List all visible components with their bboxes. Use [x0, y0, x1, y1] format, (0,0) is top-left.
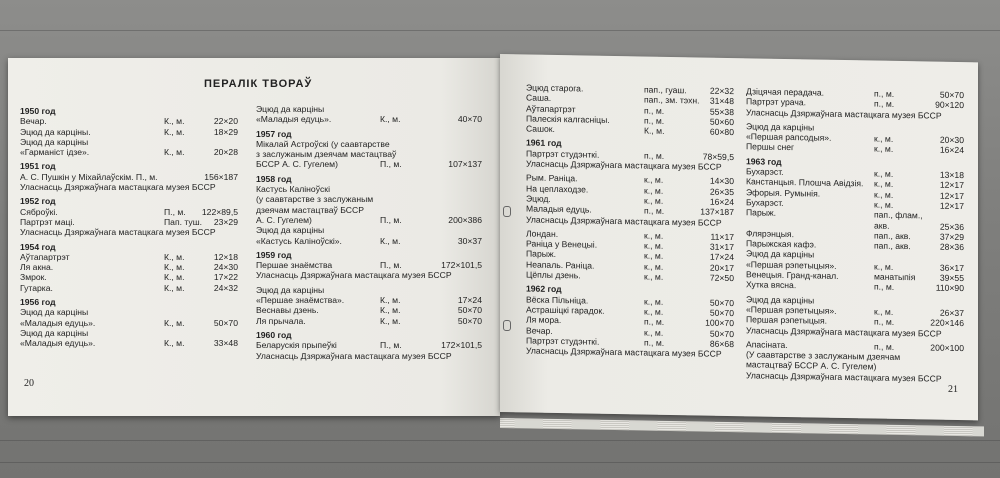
- work-title: Партрэт студэнткі.: [526, 148, 600, 160]
- work-title: «Першая рэпетыцыя».: [746, 259, 837, 271]
- work-title: Уласнасць Дзяржаўнага мастацкага музея БССР: [746, 370, 942, 384]
- work-title: Уласнасць Дзяржаўнага мастацкага музея БССР: [256, 350, 452, 361]
- work-medium: К., м.: [380, 295, 401, 306]
- work-title: (У саавтарстве з заслужаным дзеячам: [746, 349, 901, 363]
- work-medium: манатыпія: [874, 271, 916, 283]
- work-title: Эцюд да карціны.: [20, 126, 91, 137]
- work-medium: К., м.: [164, 262, 185, 273]
- work-medium: п., м.: [644, 105, 665, 116]
- work-medium: п., м.: [874, 316, 895, 328]
- work-title: Эцюд да карціны: [20, 307, 89, 318]
- work-size: 22×20: [213, 116, 238, 127]
- work-title: Эцюд да карціны: [20, 136, 89, 147]
- work-size: 12×17: [939, 180, 964, 191]
- work-title: Лондан.: [526, 228, 559, 239]
- work-title: Рым. Раніца.: [526, 172, 578, 184]
- work-title: БССР А. С. Гугелем): [256, 159, 338, 170]
- work-size: 31×48: [709, 95, 734, 107]
- work-size: 122×89,5: [201, 206, 238, 217]
- work-entry: [256, 295, 482, 305]
- work-title: Вечар.: [20, 116, 47, 127]
- work-title: Аўтапартрэт: [20, 251, 70, 262]
- work-title: «Першая рапсодыя».: [746, 131, 832, 143]
- work-entry: [256, 340, 482, 350]
- work-entry: [256, 316, 482, 326]
- work-entry: [20, 283, 238, 293]
- work-title: Вёска Пільніца.: [526, 294, 589, 306]
- year-heading: 1951 год: [20, 161, 56, 172]
- work-medium: К., м.: [164, 272, 185, 283]
- work-size: 13×18: [939, 169, 964, 181]
- work-medium: К., м.: [164, 147, 185, 158]
- year-heading: 1958 год: [256, 173, 292, 184]
- work-title: Беларускія прыпеўкі: [256, 340, 337, 351]
- work-title: Эцюд да карціны: [256, 225, 325, 236]
- work-title: Уласнасць Дзяржаўнага мастацкага музея БССР: [526, 158, 722, 172]
- work-entry: [256, 184, 482, 194]
- work-entry: [20, 217, 238, 227]
- work-size: 24×30: [213, 262, 238, 273]
- work-size: 26×37: [939, 307, 964, 319]
- work-title: Маладыя едуць.: [526, 203, 592, 215]
- work-size: 50×70: [709, 328, 734, 339]
- work-title: (у саавтарстве з заслужаным: [256, 194, 374, 205]
- work-entry: [20, 182, 238, 192]
- year-heading: 1962 год: [526, 283, 562, 295]
- work-entry: [256, 159, 482, 169]
- work-entry: [256, 285, 482, 295]
- work-size: 17×24: [709, 252, 734, 263]
- work-title: Эцюд да карціны: [746, 293, 815, 306]
- work-title: дзеячам мастацтваў БССР: [256, 204, 364, 215]
- year-heading: 1954 год: [20, 241, 56, 252]
- work-medium: к., м.: [644, 250, 664, 262]
- work-size: 26×35: [709, 186, 734, 197]
- work-title: «Маладыя едуць».: [20, 338, 96, 349]
- work-size: 107×137: [448, 159, 482, 170]
- work-entry: [256, 236, 482, 246]
- work-medium: п., м.: [874, 98, 895, 110]
- work-title: Парыж.: [526, 248, 557, 260]
- work-size: 60×80: [709, 126, 734, 138]
- work-title: Дзіцячая перадача.: [746, 86, 825, 98]
- work-title: Сашок.: [526, 123, 555, 135]
- work-entry: [256, 305, 482, 315]
- binding-staple-top: [503, 206, 511, 217]
- open-booklet: [8, 58, 992, 418]
- work-entry: [256, 149, 482, 159]
- works-column-4: [746, 86, 964, 384]
- year-heading: 1956 год: [20, 297, 56, 308]
- work-medium: пап., флам.,: [874, 209, 923, 221]
- work-size: 39×55: [939, 272, 964, 284]
- work-title: Эцюд да карціны: [256, 284, 325, 295]
- work-medium: п., м.: [874, 281, 895, 293]
- works-column-1: [20, 102, 238, 349]
- work-size: 17×22: [213, 272, 238, 283]
- work-size: 17×24: [457, 295, 482, 306]
- work-medium: к., м.: [644, 174, 664, 186]
- year-heading: 1959 год: [256, 249, 292, 260]
- work-entry: [256, 194, 482, 204]
- work-medium: П., м.: [380, 159, 402, 170]
- year-heading: 1961 год: [526, 137, 562, 149]
- year-heading: 1957 год: [256, 128, 292, 139]
- work-entry: [256, 225, 482, 235]
- work-title: На цеплаходзе.: [526, 183, 589, 195]
- work-title: Неапаль. Раніца.: [526, 259, 595, 271]
- work-size: 50×70: [939, 89, 964, 101]
- work-title: Змрок.: [20, 272, 47, 283]
- work-entry: [20, 307, 238, 317]
- work-entry: [20, 318, 238, 328]
- works-column-2: [256, 104, 482, 361]
- work-medium: к., м.: [874, 189, 894, 200]
- work-size: 172×101,5: [441, 340, 482, 351]
- work-title: Вечар.: [526, 324, 553, 336]
- work-medium: К., м.: [380, 305, 401, 316]
- work-size: 36×17: [939, 262, 964, 273]
- work-medium: к., м.: [644, 240, 664, 252]
- work-medium: П., м.: [380, 214, 402, 225]
- work-size: 12×18: [213, 251, 238, 262]
- work-title: Уласнасць Дзяржаўнага мастацкага музея БССР: [256, 270, 452, 281]
- work-title: Палескія калгасніцы.: [526, 113, 610, 125]
- work-medium: К., м.: [380, 235, 401, 246]
- work-size: 156×187: [204, 171, 238, 182]
- work-size: 31×17: [709, 241, 734, 253]
- work-entry: [20, 272, 238, 282]
- work-entry: [20, 172, 238, 182]
- work-title: Саша.: [526, 92, 552, 104]
- work-entry: [256, 114, 482, 124]
- work-size: 37×29: [939, 231, 964, 242]
- work-medium: к., м.: [644, 327, 664, 338]
- work-size: 72×50: [709, 272, 734, 284]
- work-medium: к., м.: [874, 178, 894, 190]
- work-medium: К., м.: [164, 317, 185, 328]
- work-medium: к., м.: [644, 230, 664, 241]
- work-medium: п., м.: [644, 150, 665, 161]
- work-entry: [256, 205, 482, 215]
- work-entry: [20, 252, 238, 262]
- work-size: 200×100: [930, 342, 964, 353]
- work-title: Эцюд да карціны: [256, 104, 325, 114]
- work-title: Парыжская кафэ.: [746, 238, 817, 250]
- work-title: Эцюд старога.: [526, 82, 584, 94]
- work-size: 110×90: [935, 282, 964, 294]
- work-title: Гутарка.: [20, 282, 53, 293]
- work-entry: [256, 139, 482, 149]
- work-title: А. С. Пушкін у Міхайлаўскім. П., м.: [20, 171, 158, 182]
- work-entry: [20, 137, 238, 147]
- work-medium: к., м.: [644, 261, 664, 272]
- year-heading: 1963 год: [746, 156, 782, 167]
- work-size: 220×146: [930, 317, 964, 329]
- work-size: 12×17: [939, 190, 964, 201]
- work-title: Мікалай Астроўскі (у саавтарстве: [256, 138, 390, 149]
- work-size: 12×17: [939, 200, 964, 212]
- work-entry: [20, 227, 238, 237]
- work-medium: к., м.: [874, 133, 894, 145]
- works-column-3: [526, 82, 734, 359]
- work-medium: К., м.: [164, 126, 185, 137]
- work-size: 40×70: [457, 114, 482, 125]
- work-title: Цёплы дзень.: [526, 269, 581, 281]
- work-size: 50×70: [213, 317, 238, 328]
- work-size: 137×187: [700, 206, 734, 218]
- work-title: «Кастусь Каліноўскі».: [256, 235, 342, 246]
- work-size: 11×17: [710, 231, 734, 242]
- work-entry: [20, 338, 238, 348]
- work-medium: К., м.: [380, 114, 401, 125]
- work-medium: к., м.: [874, 261, 894, 272]
- work-title: «Маладыя едуць».: [256, 114, 332, 125]
- work-title: Канстанцыя. Плошча Авідзія.: [746, 176, 864, 189]
- work-size: 23×29: [213, 216, 238, 227]
- work-title: Хутка вясна.: [746, 279, 797, 291]
- work-entry: [20, 116, 238, 126]
- work-medium: к., м.: [644, 306, 664, 317]
- work-title: Венецыя. Гранд-канал.: [746, 269, 839, 281]
- work-title: Эцюд.: [526, 193, 551, 204]
- work-entry: [20, 207, 238, 217]
- work-title: Партрэт маці.: [20, 216, 75, 227]
- work-medium: к., м.: [874, 199, 894, 210]
- work-medium: к., м.: [644, 271, 664, 282]
- work-medium: К., м.: [644, 125, 665, 137]
- work-medium: пап., акв.: [874, 230, 911, 242]
- work-medium: к., м.: [874, 144, 894, 155]
- work-medium: П., м.: [164, 206, 186, 217]
- work-medium: п., м.: [644, 115, 665, 126]
- work-medium: к., м.: [644, 185, 664, 196]
- work-size: 20×30: [939, 134, 964, 146]
- work-size: 78×59,5: [702, 151, 734, 162]
- work-title: Уласнасць Дзяржаўнага мастацкага музея БССР: [20, 227, 216, 238]
- work-entry: [256, 270, 482, 280]
- work-size: 50×70: [709, 307, 734, 319]
- work-title: Уласнасць Дзяржаўнага мастацкага музея БССР: [526, 345, 722, 359]
- work-title: «Маладыя едуць».: [20, 317, 96, 328]
- work-title: «Гарманіст ідзе».: [20, 147, 90, 158]
- work-medium: п., м.: [644, 337, 665, 348]
- work-title: Эцюд да карціны: [746, 121, 815, 133]
- work-size: 50×60: [709, 116, 734, 127]
- work-title: Раніца у Венецыі.: [526, 238, 598, 250]
- work-title: Партрэт студэнткі.: [526, 335, 600, 347]
- work-entry: [20, 262, 238, 272]
- work-size: 14×30: [709, 176, 734, 187]
- year-heading: 1960 год: [256, 329, 292, 340]
- work-size: 86×68: [709, 338, 734, 349]
- work-title: Эфорыя. Румынія.: [746, 186, 821, 199]
- work-title: Першы снег: [746, 141, 795, 153]
- work-title: з заслужаным дзеячам мастацтваў: [256, 149, 397, 160]
- work-medium: К., м.: [164, 282, 185, 293]
- right-page: [500, 54, 978, 420]
- work-size: 25×36: [939, 221, 964, 232]
- page-number-left: 20: [24, 378, 34, 389]
- work-entry: [20, 127, 238, 137]
- work-medium: п., м.: [874, 88, 895, 99]
- work-medium: К., м.: [164, 338, 185, 349]
- page-stack-edge: [500, 418, 984, 436]
- work-size: 50×70: [709, 297, 734, 308]
- work-entry: [20, 147, 238, 157]
- work-title: Флярэнцыя.: [746, 228, 794, 239]
- work-title: Апасіната.: [746, 339, 788, 350]
- work-medium: Пап. туш.: [164, 216, 202, 227]
- work-entry: [256, 215, 482, 225]
- work-size: 90×120: [935, 99, 964, 111]
- work-title: Бухарэст.: [746, 166, 784, 178]
- work-title: Першая рэпетыцыя.: [746, 314, 828, 326]
- work-title: Бухарэст.: [746, 197, 784, 208]
- work-title: А. С. Гугелем): [256, 214, 312, 225]
- work-title: Эцюд да карціны: [20, 327, 89, 338]
- work-title: Партрэт урача.: [746, 96, 806, 108]
- work-medium: пап., зм. тэхн.: [644, 94, 700, 106]
- work-title: Парыж.: [746, 207, 777, 219]
- work-title: Ля мора.: [526, 314, 562, 326]
- work-size: 172×101,5: [441, 260, 482, 271]
- work-size: 22×32: [709, 85, 734, 97]
- work-title: мастацтваў БССР А. С. Гугелем): [746, 359, 877, 372]
- work-medium: к., м.: [644, 296, 664, 307]
- work-medium: П., м.: [380, 340, 402, 351]
- work-size: 50×70: [457, 305, 482, 316]
- work-medium: К., м.: [380, 315, 401, 326]
- work-title: Уласнасць Дзяржаўнага мастацкага музея БССР: [20, 182, 216, 193]
- work-title: Астрашіцкі гарадок.: [526, 304, 605, 316]
- work-size: 30×37: [457, 235, 482, 246]
- year-heading: 1950 год: [20, 106, 56, 116]
- work-size: 24×32: [213, 282, 238, 293]
- work-medium: к., м.: [874, 168, 894, 179]
- work-medium: К., м.: [164, 116, 185, 127]
- work-medium: акв.: [874, 220, 890, 231]
- work-size: 16×24: [939, 145, 964, 156]
- work-entry: [256, 104, 482, 114]
- year-heading: 1952 год: [20, 196, 56, 207]
- work-title: Эцюд да карціны: [746, 248, 815, 260]
- work-medium: п., м.: [644, 316, 665, 328]
- work-title: Аўтапартрэт: [526, 103, 576, 114]
- work-title: Уласнасць Дзяржаўнага мастацкага музея БССР: [746, 324, 942, 339]
- work-entry: [256, 351, 482, 361]
- work-title: Уласнасць Дзяржаўнага мастацкага музея БССР: [526, 214, 722, 228]
- work-medium: п., м.: [874, 341, 895, 352]
- work-size: 16×24: [709, 196, 734, 208]
- work-title: «Першая рэпетыцыя».: [746, 304, 837, 316]
- work-medium: к., м.: [874, 306, 894, 317]
- work-title: Кастусь Каліноўскі: [256, 184, 330, 195]
- work-title: «Першае знаёмства».: [256, 295, 345, 306]
- work-medium: пап., гуаш.: [644, 84, 687, 96]
- work-medium: к., м.: [644, 195, 664, 206]
- work-size: 50×70: [457, 315, 482, 326]
- work-size: 55×38: [709, 106, 734, 117]
- binding-staple-bottom: [503, 320, 511, 331]
- page-number-right: 21: [948, 383, 958, 395]
- work-medium: пап., акв.: [874, 240, 911, 252]
- work-size: 20×17: [709, 262, 734, 273]
- work-size: 28×36: [939, 241, 964, 253]
- page-title: ПЕРАЛІК ТВОРАЎ: [204, 78, 313, 90]
- left-page: [8, 58, 500, 416]
- work-entry: [20, 328, 238, 338]
- work-title: Сяброўкі.: [20, 206, 58, 217]
- work-title: Ля прычала.: [256, 315, 306, 326]
- work-size: 33×48: [213, 338, 238, 349]
- work-title: Ля акна.: [20, 262, 54, 273]
- work-title: Уласнасць Дзяржаўнага мастацкага музея БССР: [746, 106, 942, 121]
- work-title: Першае знаёмства: [256, 260, 333, 271]
- work-medium: П., м.: [380, 260, 402, 271]
- work-size: 20×28: [213, 147, 238, 158]
- work-entry: [256, 260, 482, 270]
- work-size: 18×29: [213, 126, 238, 137]
- work-medium: К., м.: [164, 251, 185, 262]
- work-size: 100×70: [705, 317, 734, 329]
- work-title: Веснавы дзень.: [256, 305, 319, 316]
- work-medium: п., м.: [644, 205, 665, 217]
- work-size: 200×386: [448, 214, 482, 225]
